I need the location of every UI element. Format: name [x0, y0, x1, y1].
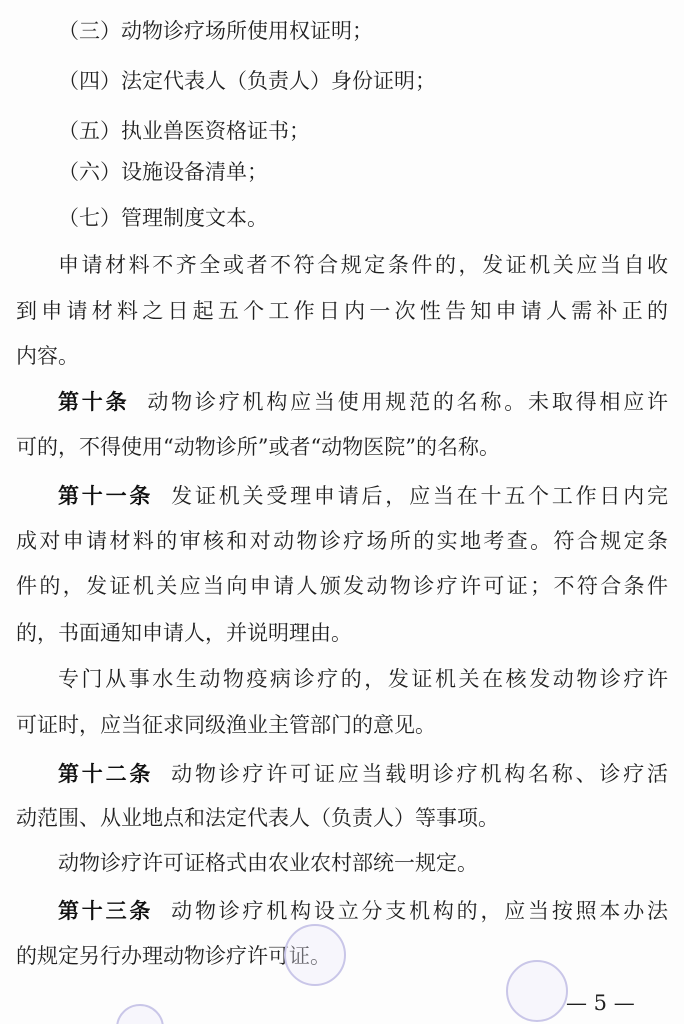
article-heading: 第十条	[58, 390, 130, 414]
watermark-circle	[116, 1004, 164, 1024]
paragraph-line: 申请材料不齐全或者不符合规定条件的，发证机关应当自收	[58, 253, 668, 277]
list-item: （六）设施设备清单；	[58, 160, 268, 184]
list-item: （三）动物诊疗场所使用权证明；	[58, 19, 373, 43]
paragraph-line: 专门从事水生动物疫病诊疗的，发证机关在核发动物诊疗许	[58, 667, 668, 691]
paragraph-line: 的规定另行办理动物诊疗许可证。	[16, 944, 331, 968]
paragraph-line: 的，书面通知申请人，并说明理由。	[16, 621, 352, 645]
article-text: 动物诊疗机构应当使用规范的名称。未取得相应许	[147, 390, 668, 414]
article-10-line	[58, 385, 668, 419]
paragraph-line: 内容。	[16, 344, 79, 368]
article-heading: 第十一条	[58, 484, 154, 508]
article-text: 动物诊疗许可证应当载明诊疗机构名称、诊疗活	[171, 762, 668, 786]
paragraph-line: 可证时，应当征求同级渔业主管部门的意见。	[16, 713, 436, 737]
paragraph-line: 可的，不得使用“动物诊所”或者“动物医院”的名称。	[16, 435, 500, 459]
watermark-circle	[506, 960, 568, 1022]
article-12-line	[58, 757, 668, 791]
article-11-line	[58, 479, 668, 513]
paragraph-line: 动物诊疗许可证格式由农业农村部统一规定。	[58, 851, 478, 875]
list-item: （五）执业兽医资格证书；	[58, 119, 310, 143]
paragraph-line: 件的，发证机关应当向申请人颁发动物诊疗许可证；不符合条件	[16, 574, 668, 598]
paragraph-line: 成对申请材料的审核和对动物诊疗场所的实地考查。符合规定条	[16, 529, 668, 553]
article-13-line	[58, 894, 668, 928]
article-heading: 第十二条	[58, 762, 154, 786]
paragraph-line: 到申请材料之日起五个工作日内一次性告知申请人需补正的	[16, 299, 668, 323]
page-number: — 5 —	[566, 991, 635, 1015]
watermark-circle	[284, 924, 346, 986]
list-item: （七）管理制度文本。	[58, 206, 268, 230]
list-item: （四）法定代表人（负责人）身份证明；	[58, 69, 436, 93]
article-text: 动物诊疗机构设立分支机构的，应当按照本办法	[171, 899, 668, 923]
article-heading: 第十三条	[58, 899, 154, 923]
paragraph-line: 动范围、从业地点和法定代表人（负责人）等事项。	[16, 806, 499, 830]
article-text: 发证机关受理申请后，应当在十五个工作日内完	[171, 484, 668, 508]
